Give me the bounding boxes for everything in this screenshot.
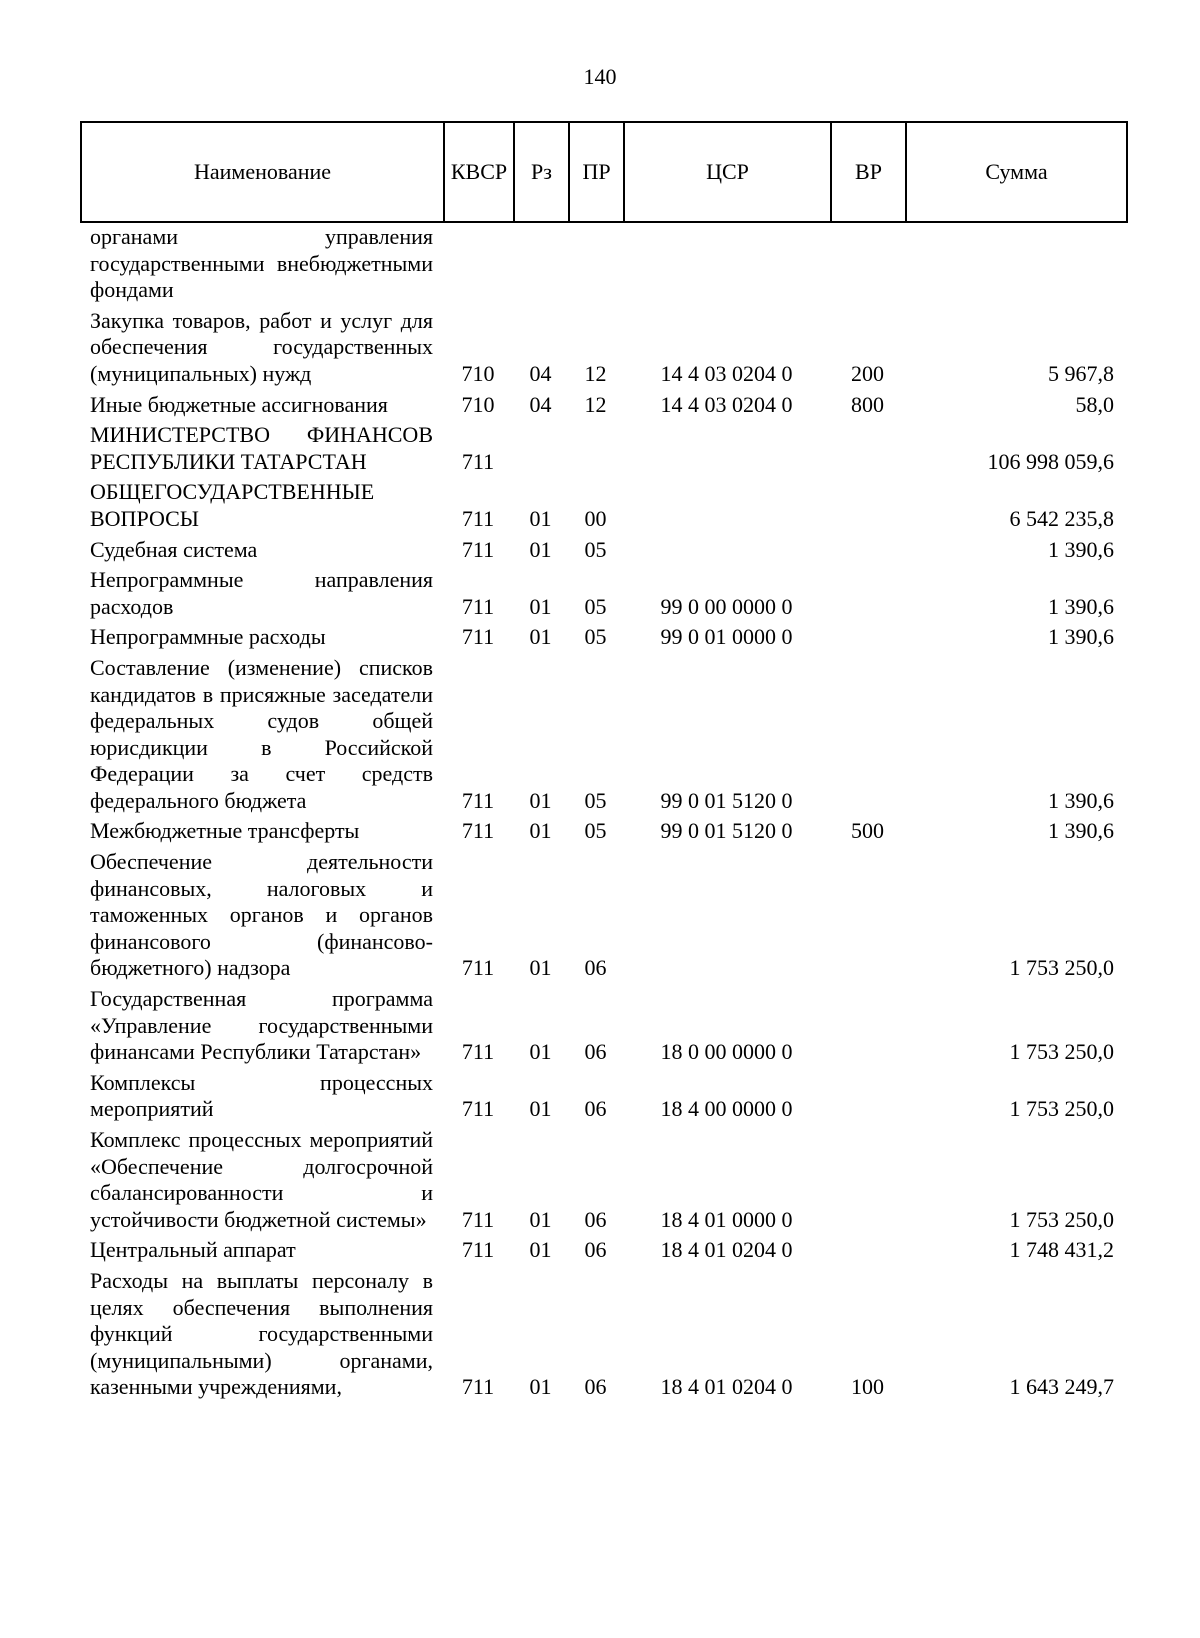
- row-kvsr: 711: [461, 1237, 495, 1263]
- header-csr: ЦСР: [624, 122, 831, 222]
- header-rz: Рз: [514, 122, 569, 222]
- row-rz: 01: [529, 505, 552, 531]
- row-csr: [623, 537, 830, 568]
- row-vr: [830, 624, 905, 655]
- row-name: органами управления государственными внебюджетными фондами: [90, 224, 433, 303]
- row-pr: 06: [584, 1206, 607, 1232]
- row-pr: 12: [584, 360, 607, 386]
- row-rz: 01: [529, 1096, 552, 1122]
- row-sum: 1 390,6: [1048, 536, 1114, 562]
- row-rz: 01: [529, 624, 552, 650]
- row-kvsr: 711: [461, 448, 495, 474]
- row-vr: [830, 537, 905, 568]
- table-row: [80, 1237, 1126, 1268]
- row-name: Непрограммные направления расходов: [90, 567, 433, 619]
- row-name: Иные бюджетные ассигнования: [90, 391, 388, 417]
- row-kvsr: 711: [461, 1374, 495, 1400]
- row-sum: 6 542 235,8: [1009, 505, 1114, 531]
- row-csr: [623, 479, 830, 536]
- row-sum: 1 390,6: [1048, 624, 1114, 650]
- row-name: Судебная система: [90, 536, 258, 562]
- table-row: [80, 1268, 1126, 1405]
- row-pr: 06: [584, 1096, 607, 1122]
- row-pr: 06: [584, 1237, 607, 1263]
- row-vr: [830, 1237, 905, 1268]
- row-name: Комплекс процессных мероприятий «Обеспечение долгосрочной сбалансированности и устойчивости бюджетной системы»: [90, 1127, 433, 1232]
- row-vr: 800: [851, 391, 884, 417]
- row-sum: 1 390,6: [1048, 787, 1114, 813]
- row-kvsr: 711: [461, 536, 495, 562]
- table-row: [80, 655, 1126, 819]
- row-csr: 18 4 01 0000 0: [660, 1206, 793, 1232]
- row-rz: 01: [529, 593, 552, 619]
- row-pr: 05: [584, 818, 607, 844]
- row-name: Государственная программа «Управление государственными финансами Республики Татарстан»: [90, 986, 433, 1065]
- row-csr: 99 0 01 0000 0: [660, 624, 793, 650]
- row-rz: [513, 224, 568, 308]
- row-sum: 1 753 250,0: [1009, 1096, 1114, 1122]
- row-vr: [830, 849, 905, 986]
- row-sum: 1 753 250,0: [1009, 1206, 1114, 1232]
- row-rz: 01: [529, 1206, 552, 1232]
- row-name: МИНИСТЕРСТВО ФИНАНСОВ РЕСПУБЛИКИ ТАТАРСТАН: [90, 422, 433, 474]
- table-row: [80, 986, 1126, 1070]
- row-rz: 01: [529, 1237, 552, 1263]
- table-header: [80, 121, 1128, 223]
- table-row: [80, 1070, 1126, 1127]
- row-csr: 99 0 01 5120 0: [660, 818, 793, 844]
- row-name: ОБЩЕГОСУДАРСТВЕННЫЕ ВОПРОСЫ: [90, 479, 375, 531]
- row-sum: 5 967,8: [1048, 360, 1114, 386]
- row-rz: 01: [529, 1374, 552, 1400]
- table-row: [80, 422, 1126, 479]
- table-row: [80, 818, 1126, 849]
- row-vr: 500: [851, 818, 884, 844]
- row-vr: [830, 1070, 905, 1127]
- row-vr: [830, 422, 905, 479]
- row-kvsr: 711: [461, 593, 495, 619]
- budget-table: [80, 224, 1126, 1405]
- row-csr: 18 4 00 0000 0: [660, 1096, 793, 1122]
- header-name: Наименование: [81, 122, 444, 222]
- row-sum: 1 643 249,7: [1009, 1374, 1114, 1400]
- table-row: [80, 849, 1126, 986]
- row-name: Непрограммные расходы: [90, 624, 326, 650]
- row-name: Составление (изменение) списков кандидатов в присяжные заседатели федеральных судов общей юрисдикции в Российской Федерации за счет средств федерального бюджета: [90, 654, 433, 813]
- row-pr: 05: [584, 593, 607, 619]
- row-sum: 58,0: [1075, 391, 1114, 417]
- page-number: 140: [583, 64, 617, 89]
- row-sum: 106 998 059,6: [987, 448, 1114, 474]
- row-pr: 05: [584, 787, 607, 813]
- row-pr: 06: [584, 955, 607, 981]
- row-vr: 100: [851, 1374, 884, 1400]
- row-pr: [568, 422, 623, 479]
- row-sum: 1 753 250,0: [1009, 955, 1114, 981]
- row-name: Комплексы процессных мероприятий: [90, 1069, 433, 1122]
- row-pr: 05: [584, 536, 607, 562]
- row-csr: 14 4 03 0204 0: [660, 391, 793, 417]
- row-kvsr: 711: [461, 505, 495, 531]
- row-sum: 1 390,6: [1048, 818, 1114, 844]
- row-csr: 14 4 03 0204 0: [660, 360, 793, 386]
- row-vr: [830, 224, 905, 308]
- row-pr: 06: [584, 1039, 607, 1065]
- row-rz: 01: [529, 818, 552, 844]
- row-kvsr: [443, 224, 513, 308]
- row-rz: [513, 422, 568, 479]
- row-csr: 18 0 00 0000 0: [660, 1039, 793, 1065]
- row-csr: 18 4 01 0204 0: [660, 1374, 793, 1400]
- header-pr: ПР: [569, 122, 624, 222]
- row-vr: 200: [851, 360, 884, 386]
- row-kvsr: 710: [461, 391, 495, 417]
- row-pr: 00: [584, 505, 607, 531]
- row-sum: 1 390,6: [1048, 593, 1114, 619]
- row-name: Межбюджетные трансферты: [90, 818, 360, 844]
- table-row: [80, 224, 1126, 308]
- row-name: Закупка товаров, работ и услуг для обеспечения государственных (муниципальных) нужд: [90, 307, 433, 386]
- row-vr: [830, 1127, 905, 1237]
- table-row: [80, 479, 1126, 536]
- row-vr: [830, 986, 905, 1070]
- row-kvsr: 711: [461, 1096, 495, 1122]
- header-row: [81, 122, 1127, 222]
- row-name: Центральный аппарат: [90, 1237, 296, 1263]
- header-kvsr: КВСР: [444, 122, 514, 222]
- row-sum: 1 753 250,0: [1009, 1039, 1114, 1065]
- row-csr: [623, 224, 830, 308]
- row-name: Обеспечение деятельности финансовых, налоговых и таможенных органов и органов финансового (финансово-бюджетного) надзора: [90, 849, 433, 981]
- row-csr: [623, 849, 830, 986]
- row-kvsr: 711: [461, 818, 495, 844]
- row-pr: 06: [584, 1374, 607, 1400]
- row-pr: 05: [584, 624, 607, 650]
- table-row: [80, 624, 1126, 655]
- row-pr: [568, 224, 623, 308]
- row-rz: 01: [529, 536, 552, 562]
- row-vr: [830, 567, 905, 624]
- row-csr: [623, 422, 830, 479]
- row-vr: [830, 479, 905, 536]
- row-sum: [905, 224, 1126, 308]
- row-rz: 01: [529, 1039, 552, 1065]
- row-vr: [830, 655, 905, 819]
- row-kvsr: 711: [461, 1039, 495, 1065]
- header-sum: Сумма: [906, 122, 1127, 222]
- table-row: [80, 537, 1126, 568]
- header-vr: ВР: [831, 122, 906, 222]
- table-row: [80, 308, 1126, 392]
- row-pr: 12: [584, 391, 607, 417]
- row-kvsr: 711: [461, 787, 495, 813]
- row-kvsr: 710: [461, 360, 495, 386]
- table-row: [80, 567, 1126, 624]
- row-csr: 99 0 01 5120 0: [660, 787, 793, 813]
- row-kvsr: 711: [461, 624, 495, 650]
- table-row: [80, 1127, 1126, 1237]
- row-rz: 04: [529, 360, 552, 386]
- row-sum: 1 748 431,2: [1009, 1237, 1114, 1263]
- row-kvsr: 711: [461, 955, 495, 981]
- row-rz: 01: [529, 787, 552, 813]
- row-name: Расходы на выплаты персоналу в целях обеспечения выполнения функций государственными (муниципальными) органами, казенными учреждениями,: [90, 1267, 433, 1400]
- row-rz: 01: [529, 955, 552, 981]
- table-row: [80, 392, 1126, 423]
- row-kvsr: 711: [461, 1206, 495, 1232]
- row-rz: 04: [529, 391, 552, 417]
- row-csr: 99 0 00 0000 0: [660, 593, 793, 619]
- row-csr: 18 4 01 0204 0: [660, 1237, 793, 1263]
